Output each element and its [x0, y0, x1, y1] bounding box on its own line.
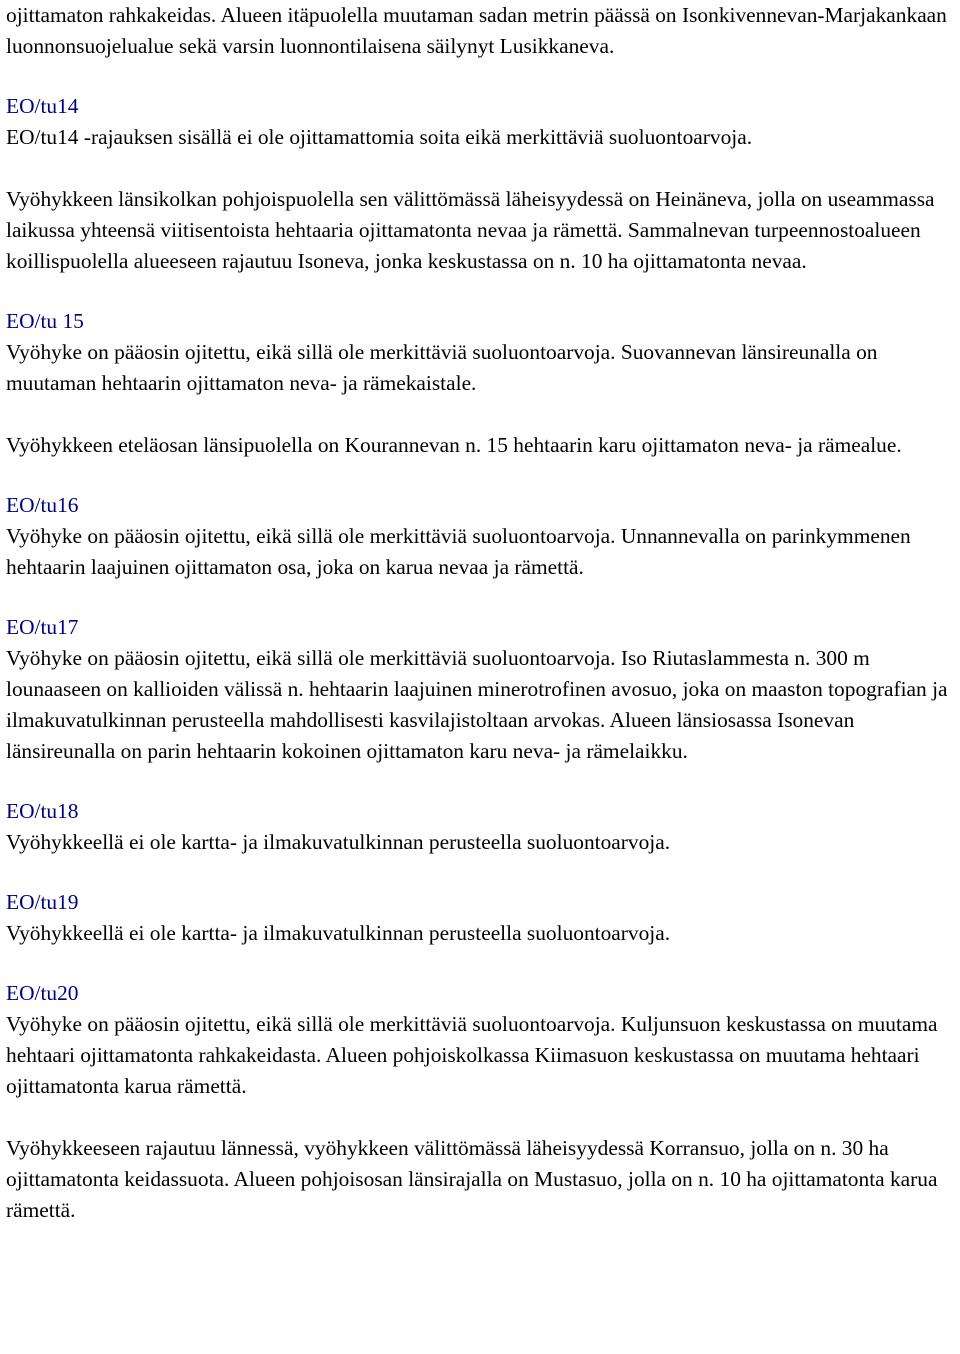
intro-paragraph: ojittamaton rahkakeidas. Alueen itäpuolella muutaman sadan metrin päässä on Isonkivennevan-Marjakankaan luonnonsuojelualue sekä varsin luonnontilaisena säilynyt Lusikkaneva. [6, 3, 947, 58]
section-eo-tu18 [6, 796, 954, 858]
section-eo-tu19 [6, 887, 954, 949]
paragraph: Vyöhykkeellä ei ole kartta- ja ilmakuvatulkinnan perusteella suoluontoarvoja. [6, 830, 671, 854]
paragraph: Vyöhykkeeseen rajautuu lännessä, vyöhykkeen välittömässä läheisyydessä Korransuo, jolla on n. 30 ha ojittamatonta keidassuota. Alueen pohjoisosan länsirajalla on Mustasuo, jolla on n. 10 ha ojittamatonta karua rämettä. [6, 1136, 938, 1222]
section-heading: EO/tu17 [6, 615, 79, 639]
section-heading: EO/tu19 [6, 890, 79, 914]
section-heading: EO/tu20 [6, 981, 79, 1005]
section-eo-tu20 [6, 978, 954, 1226]
paragraph: Vyöhyke on pääosin ojitettu, eikä sillä ole merkittäviä suoluontoarvoja. Suovannevan länsireunalla on muutaman hehtaarin ojittamaton neva- ja rämekaistale. [6, 340, 878, 395]
section-heading: EO/tu18 [6, 799, 79, 823]
paragraph: EO/tu14 -rajauksen sisällä ei ole ojittamattomia soita eikä merkittäviä suoluontoarvoja. [6, 125, 753, 149]
document-page [6, 0, 954, 1226]
section-heading: EO/tu14 [6, 94, 79, 118]
section-eo-tu16 [6, 490, 954, 583]
section-heading: EO/tu16 [6, 493, 79, 517]
paragraph: Vyöhykkeen eteläosan länsipuolella on Kourannevan n. 15 hehtaarin karu ojittamaton neva- ja rämealue. [6, 433, 902, 457]
section-eo-tu14 [6, 91, 954, 277]
section-heading: EO/tu 15 [6, 309, 84, 333]
paragraph: Vyöhykkeen länsikolkan pohjoispuolella sen välittömässä läheisyydessä on Heinäneva, jolla on useammassa laikussa yhteensä viitisentoista hehtaaria ojittamatonta nevaa ja rämettä. Sammalnevan turpeennostoalueen koillispuolella alueeseen rajautuu Isoneva, jonka keskustassa on n. 10 ha ojittamatonta nevaa. [6, 187, 935, 273]
paragraph: Vyöhyke on pääosin ojitettu, eikä sillä ole merkittäviä suoluontoarvoja. Iso Riutaslammesta n. 300 m lounaaseen on kallioiden välissä n. hehtaarin laajuinen minerotrofinen avosuo, joka on maaston topografian ja ilmakuvatulkinnan perusteella mahdollisesti kasvilajistoltaan arvokas. Alueen länsiosassa Isonevan länsireunalla on parin hehtaarin kokoinen ojittamaton karu neva- ja rämelaikku. [6, 646, 948, 763]
section-eo-tu15 [6, 306, 954, 461]
section-eo-tu17 [6, 612, 954, 767]
paragraph: Vyöhyke on pääosin ojitettu, eikä sillä ole merkittäviä suoluontoarvoja. Unnannevalla on parinkymmenen hehtaarin laajuinen ojittamaton osa, joka on karua nevaa ja rämettä. [6, 524, 911, 579]
paragraph: Vyöhykkeellä ei ole kartta- ja ilmakuvatulkinnan perusteella suoluontoarvoja. [6, 921, 671, 945]
paragraph: Vyöhyke on pääosin ojitettu, eikä sillä ole merkittäviä suoluontoarvoja. Kuljunsuon keskustassa on muutama hehtaari ojittamatonta rahkakeidasta. Alueen pohjoiskolkassa Kiimasuon keskustassa on muutama hehtaari ojittamatonta karua rämettä. [6, 1012, 938, 1098]
